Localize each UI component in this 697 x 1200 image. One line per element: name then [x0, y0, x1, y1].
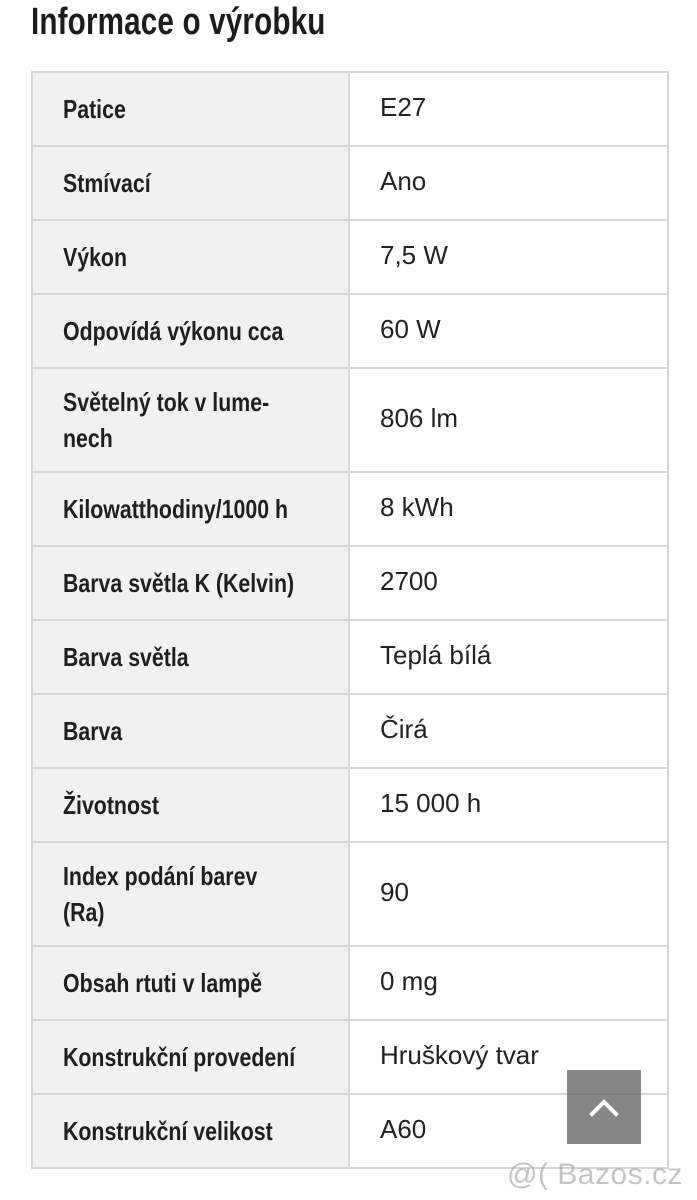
- spec-value: Teplá bílá: [380, 640, 492, 670]
- chevron-up-icon: [589, 1097, 619, 1117]
- spec-label-cell: [32, 1094, 349, 1168]
- spec-value-cell: [349, 294, 668, 368]
- spec-value: 15 000 h: [380, 788, 482, 818]
- spec-label: Odpovídá výkonu cca: [63, 316, 284, 346]
- spec-label: Patice: [63, 94, 126, 124]
- spec-row-stmivaci: [32, 146, 668, 220]
- spec-value-cell: [349, 620, 668, 694]
- spec-value: A60: [380, 1114, 427, 1144]
- spec-row-index-podani-barev: [32, 842, 668, 946]
- spec-label: Životnost: [63, 790, 159, 820]
- spec-label: Kilowatthodiny/1000 h: [63, 494, 289, 524]
- spec-row-barva-svetla: [32, 620, 668, 694]
- spec-value-cell: [349, 842, 668, 946]
- spec-value-cell: [349, 146, 668, 220]
- spec-label-cell: [32, 768, 349, 842]
- spec-row-obsah-rtuti: [32, 946, 668, 1020]
- spec-label-cell: [32, 294, 349, 368]
- spec-label: Stmívací: [63, 168, 151, 198]
- spec-label: Barva světla K (Kelvin): [63, 568, 295, 598]
- spec-row-barva-svetla-k: [32, 546, 668, 620]
- spec-label: Světelný tok v lume- nech: [63, 387, 270, 453]
- spec-label-cell: [32, 368, 349, 472]
- spec-label-cell: [32, 546, 349, 620]
- spec-label-cell: [32, 620, 349, 694]
- scroll-to-top-button[interactable]: [567, 1070, 641, 1144]
- spec-row-odpovida-vykonu: [32, 294, 668, 368]
- spec-value: 8 kWh: [380, 492, 454, 522]
- spec-value: 60 W: [380, 314, 441, 344]
- spec-label: Výkon: [63, 242, 127, 272]
- spec-label: Konstrukční provedení: [63, 1042, 296, 1072]
- bazos-watermark: @( Bazos.cz: [507, 1158, 683, 1191]
- spec-label-cell: [32, 146, 349, 220]
- spec-value: 0 mg: [380, 966, 438, 996]
- spec-value-cell: [349, 368, 668, 472]
- spec-label-cell: [32, 694, 349, 768]
- spec-value: 2700: [380, 566, 438, 596]
- spec-row-patice: [32, 72, 668, 146]
- spec-row-barva: [32, 694, 668, 768]
- spec-row-vykon: [32, 220, 668, 294]
- spec-value: Ano: [380, 166, 427, 196]
- spec-label-cell: [32, 472, 349, 546]
- page-title: Informace o výrobku: [31, 1, 326, 43]
- spec-value-cell: [349, 72, 668, 146]
- spec-label-cell: [32, 842, 349, 946]
- spec-label: Konstrukční velikost: [63, 1116, 273, 1146]
- spec-value: E27: [380, 92, 427, 122]
- product-spec-table: [31, 71, 669, 1169]
- spec-label: Index podání barev (Ra): [63, 861, 258, 927]
- spec-value-cell: [349, 946, 668, 1020]
- spec-label-cell: [32, 220, 349, 294]
- spec-value: Hruškový tvar: [380, 1040, 539, 1070]
- spec-row-zivotnost: [32, 768, 668, 842]
- spec-value: 7,5 W: [380, 240, 448, 270]
- spec-value-cell: [349, 694, 668, 768]
- spec-value: Čirá: [380, 714, 428, 744]
- spec-label-cell: [32, 1020, 349, 1094]
- spec-value: 90: [380, 877, 409, 907]
- spec-label-cell: [32, 72, 349, 146]
- spec-value: 806 lm: [380, 403, 459, 433]
- spec-row-kilowatthodiny: [32, 472, 668, 546]
- spec-value-cell: [349, 220, 668, 294]
- spec-label: Barva světla: [63, 642, 189, 672]
- spec-label: Obsah rtuti v lampě: [63, 968, 263, 998]
- spec-row-svetelny-tok: [32, 368, 668, 472]
- spec-value-cell: [349, 472, 668, 546]
- spec-label: Barva: [63, 716, 123, 746]
- spec-label-cell: [32, 946, 349, 1020]
- spec-value-cell: [349, 546, 668, 620]
- spec-value-cell: [349, 768, 668, 842]
